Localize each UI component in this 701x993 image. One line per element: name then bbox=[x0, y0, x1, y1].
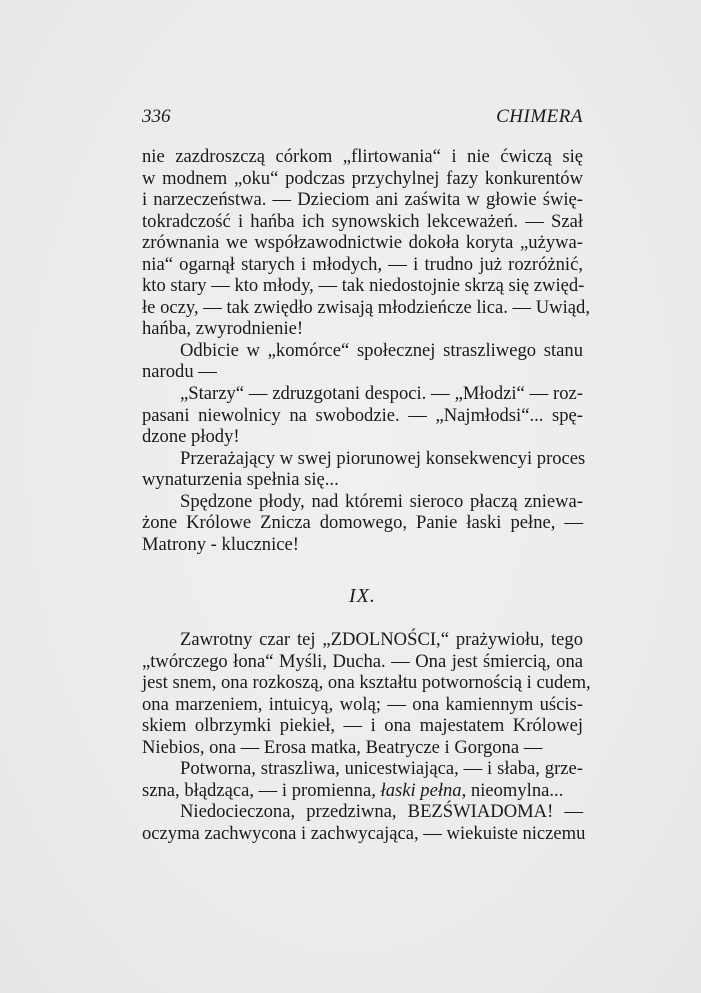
paragraph-start-line: Potworna, straszliwa, unicestwiająca, — i słaba, grze- bbox=[180, 758, 583, 780]
text-line-with-italic bbox=[142, 780, 583, 802]
body-text-section-1 bbox=[142, 146, 590, 555]
paragraph-start-line: „Starzy“ — zdruzgotani despoci. — „Młodzi“ — roz- bbox=[180, 383, 583, 405]
text-line: w modnem „oku“ podczas przychylnej fazy konkurentów bbox=[142, 167, 583, 189]
text-line: skiem olbrzymki piekieł, — i ona majestatem Królowej bbox=[142, 715, 583, 737]
text-line: nie zazdroszczą córkom „flirtowania“ i nie ćwiczą się bbox=[142, 146, 583, 167]
text-line: jest snem, ona rozkoszą, ona kształtu potwornością i cudem, bbox=[142, 672, 591, 694]
text-segment: szna, błądząca, — i promienna, bbox=[142, 779, 381, 801]
text-line: pasani niewolnicy na swobodzie. — „Najmłodsi“... spę- bbox=[142, 404, 583, 426]
text-line: narodu — bbox=[142, 361, 217, 383]
running-title: CHIMERA bbox=[496, 106, 583, 127]
paragraph-start-line: Przerażający w swej piorunowej konsekwencyi proces bbox=[180, 447, 586, 469]
page-header bbox=[142, 106, 583, 132]
paragraph-start-line: Odbicie w „komórce“ społecznej straszliwego stanu bbox=[180, 339, 583, 361]
page-number: 336 bbox=[142, 106, 171, 127]
text-line: „twórczego łona“ Myśli, Ducha. — Ona jest śmiercią, ona bbox=[142, 650, 583, 672]
text-line: kto stary — kto młody, — tak niedostojnie skrzą się zwięd- bbox=[142, 275, 585, 297]
text-line: nia“ ogarnął starych i młodych, — i trudno już rozróżnić, bbox=[142, 253, 583, 275]
paragraph-start-line: Niedocieczona, przedziwna, BEZŚWIADOMA! — bbox=[180, 801, 583, 823]
italic-phrase: łaski pełna bbox=[380, 779, 462, 801]
text-line: oczyma zachwycona i zachwycająca, — wiekuiste niczemu bbox=[142, 822, 586, 844]
text-line: tokradczość i hańba ich synowskich lekceważeń. — Szał bbox=[142, 210, 583, 232]
text-line: zrównania we współzawodnictwie dokoła koryta „używa- bbox=[142, 232, 583, 254]
section-heading: IX. bbox=[349, 585, 376, 607]
paragraph-start-line: Zawrotny czar tej „ZDOLNOŚCI,“ prażywiołu, tego bbox=[180, 629, 583, 650]
text-line: Niebios, ona — Erosa matka, Beatrycze i Gorgona — bbox=[142, 736, 543, 758]
paragraph-start-line: Spędzone płody, nad któremi sieroco płaczą zniewa- bbox=[180, 490, 583, 512]
text-line: żone Królowe Znicza domowego, Panie łaski pełne, — bbox=[142, 512, 583, 534]
text-line: Matrony - klucznice! bbox=[142, 533, 299, 555]
text-segment: , nieomylna... bbox=[461, 779, 564, 801]
text-line: dzone płody! bbox=[142, 426, 240, 448]
text-line: wynaturzenia spełnia się... bbox=[142, 469, 339, 491]
text-line: i narzeczeństwa. — Dzieciom ani zaświta w głowie świę- bbox=[142, 189, 583, 211]
text-line: łe oczy, — tak zwiędło zwisają młodzieńcze lica. — Uwiąd, bbox=[142, 296, 590, 318]
body-text-section-2 bbox=[142, 629, 591, 844]
text-line: ona marzeniem, intuicyą, wolą; — ona kamiennym uścis- bbox=[142, 693, 583, 715]
text-line: hańba, zwyrodnienie! bbox=[142, 318, 304, 340]
